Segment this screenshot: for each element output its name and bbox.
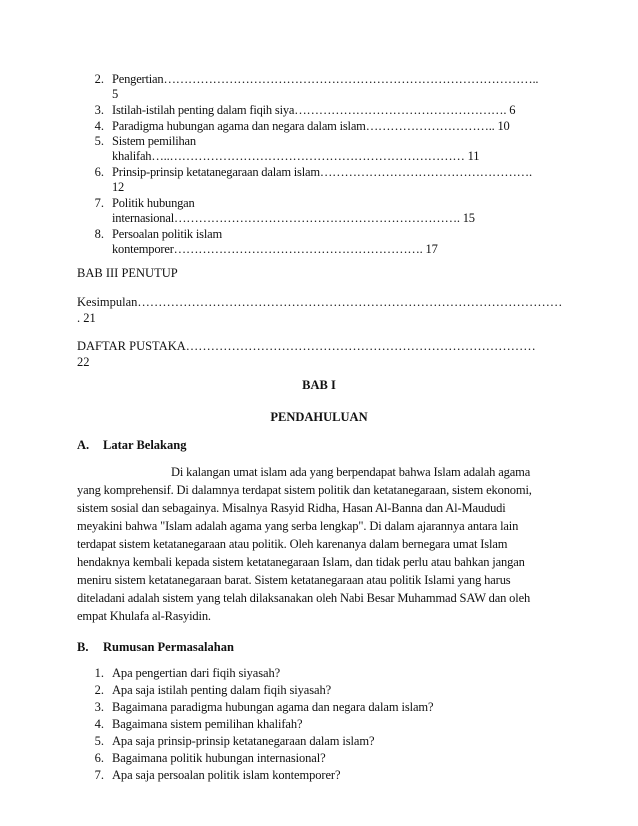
paragraph-line: meniru sistem ketatanegaraan barat. Sistem ketatanegaraan atau politik Islami yang harus <box>77 573 511 587</box>
toc-item-number: 3. <box>94 103 104 117</box>
paragraph-line: diteladani adalah sistem yang telah dilaksanakan oleh Nabi Besar Muhammad SAW dan oleh <box>77 591 531 605</box>
question-number: 6. <box>94 751 104 765</box>
toc-item-text: Paradigma hubungan agama dan negara dalam islam………………………….. 10 <box>112 119 510 133</box>
paragraph-line: hendaknya kembali kepada sistem ketatanegaraan Islam, dan tidak perlu atau bahkan jangan <box>77 555 525 569</box>
chapter-title: BAB I <box>302 378 336 392</box>
section-a-title: Latar Belakang <box>103 438 187 452</box>
toc-item-number: 8. <box>94 227 104 241</box>
question-text: Bagaimana sistem pemilihan khalifah? <box>112 717 303 731</box>
toc-item-page: 12 <box>112 180 125 194</box>
question-text: Apa pengertian dari fiqih siyasah? <box>112 666 281 680</box>
toc-item-text: Pengertian……………………………………………………………………………….. <box>112 72 539 86</box>
toc-item-page: khalifah…..……………………………………………………………… 11 <box>112 149 480 163</box>
toc-item-page: internasional……………………………………………………………. 15 <box>112 211 475 225</box>
toc-daftar-pustaka-page: 22 <box>77 355 90 369</box>
toc-item-number: 7. <box>94 196 104 210</box>
paragraph-line: Di kalangan umat islam ada yang berpendapat bahwa Islam adalah agama <box>171 465 531 479</box>
toc-item-text: Prinsip-prinsip ketatanegaraan dalam islam……………………………………………. <box>112 165 532 179</box>
question-text: Apa saja istilah penting dalam fiqih siyasah? <box>112 683 332 697</box>
paragraph-line: sistem sosial dan sebagainya. Misalnya Rasyid Ridha, Hasan Al-Banna dan Al-Maududi <box>77 501 506 515</box>
question-text: Apa saja prinsip-prinsip ketatanegaraan dalam islam? <box>112 734 375 748</box>
toc-item-number: 4. <box>94 119 104 133</box>
toc-item-number: 5. <box>94 134 104 148</box>
question-number: 7. <box>94 768 104 782</box>
section-b-title: Rumusan Permasalahan <box>103 640 234 654</box>
paragraph-line: empat Khulafa al-Rasyidin. <box>77 609 211 623</box>
toc-item-text: Istilah-istilah penting dalam fiqih siya……………………………………………. 6 <box>112 103 516 117</box>
question-number: 4. <box>94 717 104 731</box>
chapter-subtitle: PENDAHULUAN <box>270 410 368 424</box>
section-a-letter: A. <box>77 438 90 452</box>
toc-item-text: Politik hubungan <box>112 196 195 210</box>
question-text: Bagaimana politik hubungan internasional? <box>112 751 326 765</box>
question-number: 3. <box>94 700 104 714</box>
toc-item-number: 2. <box>94 72 104 86</box>
toc-item-page: kontemporer……………………………………………………. 17 <box>112 242 438 256</box>
toc-item-page: 5 <box>112 87 119 101</box>
question-number: 2. <box>94 683 104 697</box>
toc-kesimpulan-page: . 21 <box>77 311 96 325</box>
question-text: Bagaimana paradigma hubungan agama dan negara dalam islam? <box>112 700 434 714</box>
paragraph-line: yang komprehensif. Di dalamnya terdapat sistem politik dan ketatanegaraan, sistem ekonomi, <box>77 483 532 497</box>
question-number: 1. <box>94 666 104 680</box>
question-number: 5. <box>94 734 104 748</box>
toc-item-text: Sistem pemilihan <box>112 134 196 148</box>
paragraph-line: meyakini bahwa "Islam adalah agama yang serba lengkap". Di dalam ajarannya antara lain <box>77 519 519 533</box>
toc-kesimpulan: Kesimpulan………………………………………………………………………………………… <box>77 295 563 309</box>
toc-item-number: 6. <box>94 165 104 179</box>
toc-daftar-pustaka: DAFTAR PUSTAKA………………………………………………………………………… <box>77 339 536 353</box>
section-b-letter: B. <box>77 640 89 654</box>
toc-item-text: Persoalan politik islam <box>112 227 222 241</box>
question-text: Apa saja persoalan politik islam kontemporer? <box>112 768 341 782</box>
toc-bab3-heading: BAB III PENUTUP <box>77 266 178 280</box>
paragraph-line: terdapat sistem ketatanegaraan atau politik. Oleh karenanya dalam bernegara umat Islam <box>77 537 508 551</box>
